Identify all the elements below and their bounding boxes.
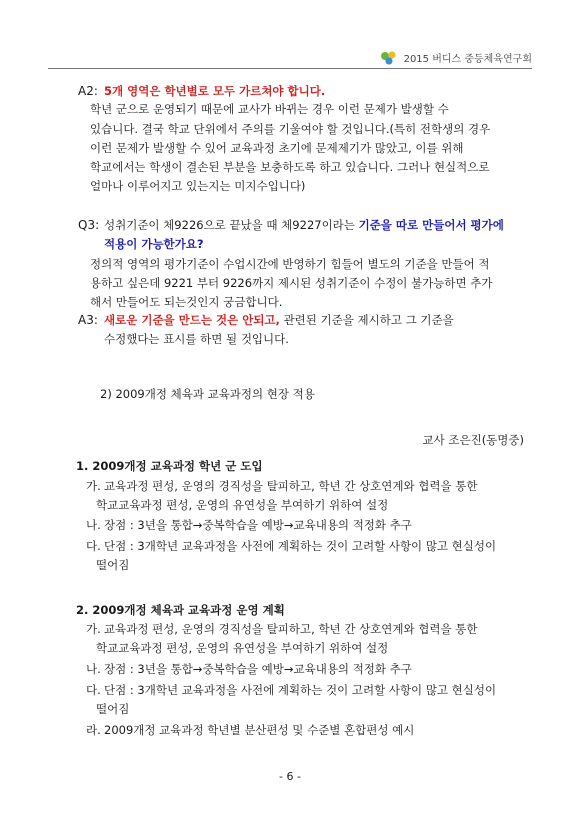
a3-line-2: 수정했다는 표시를 하면 될 것입니다. — [104, 332, 289, 346]
a2-line-4: 학교에서는 학생이 결손된 부분을 보충하도록 하고 있습니다. 그러나 현실적으로 — [90, 160, 490, 174]
q3-highlight-1: 기준을 따로 만들어서 평가에 — [358, 218, 504, 232]
part2-item-ra-line1: 2009개정 교육과정 학년별 분산편성 및 수준별 혼합편성 예시 — [104, 723, 415, 737]
club-logo-icon — [380, 51, 398, 65]
q3-line-1-text: 성취기준이 체9226으로 끝났을 때 체9227이라는 — [104, 218, 359, 232]
part2-item-da-line1: 단점 : 3개학년 교육과정을 사전에 계획하는 것이 고려할 사항이 많고 현실성이 — [104, 683, 497, 697]
part1-item-ga-line1: 교육과정 편성, 운영의 경직성을 탈피하고, 학년 간 상호연계와 협력을 통한 — [104, 479, 478, 493]
part1-item-ga-line2: 학교교육과정 편성, 운영의 유연성을 부여하기 위하여 설정 — [96, 498, 389, 512]
q3-detail-1: 정의적 영역의 평가기준이 수업시간에 반영하기 힘들어 별도의 기준을 만들어 적 — [90, 257, 490, 271]
part2-item-ga-marker: 가. — [86, 622, 101, 636]
part2-item-da-marker: 다. — [86, 683, 101, 697]
part1-item-ga-marker: 가. — [86, 479, 101, 493]
part1-item-da-marker: 다. — [86, 539, 101, 553]
part2-item-ra-marker: 라. — [86, 723, 101, 737]
a2-line-5: 얼마나 이루어지고 있는지는 미지수입니다) — [90, 179, 306, 193]
page-number: - 6 - — [279, 770, 301, 783]
a2-line-1: 학년 군으로 운영되기 때문에 교사가 바뀌는 경우 이런 문제가 발생할 수 — [90, 102, 449, 116]
part1-item-na-line1: 장점 : 3년을 통합→중복학습을 예방→교육내용의 적정화 추구 — [104, 518, 412, 532]
q3-line-1 — [104, 217, 504, 234]
part1-item-da-line1: 단점 : 3개학년 교육과정을 사전에 계획하는 것이 고려할 사항이 많고 현실성이 — [104, 539, 497, 553]
a2-label: A2: — [78, 84, 98, 98]
a3-highlight: 새로운 기준을 만드는 것은 안되고, — [104, 313, 280, 327]
page-header — [380, 50, 532, 65]
a3-line-1 — [104, 312, 454, 329]
a3-label: A3: — [78, 313, 98, 327]
part2-heading: 2. 2009개정 체육과 교육과정 운영 계획 — [76, 603, 285, 617]
q3-detail-2: 용하고 싶은데 9221 부터 9226까지 제시된 성취기준이 수정이 불가능하면 추가 — [90, 276, 493, 290]
a2-line-3: 이런 문제가 발생할 수 있어 교육과정 초기에 문제제기가 많았고, 이를 위해 — [90, 141, 464, 155]
part2-item-ga-line1: 교육과정 편성, 운영의 경직성을 탈피하고, 학년 간 상호연계와 협력을 통한 — [104, 622, 478, 636]
part2-item-da-line2: 떨어짐 — [96, 702, 130, 716]
a3-line-1-rest: 관련된 기준을 제시하고 그 기준을 — [279, 313, 454, 327]
q3-highlight-2: 적용이 가능한가요? — [104, 237, 204, 251]
part1-item-da-line2: 떨어짐 — [96, 558, 130, 572]
section-title: 2) 2009개정 체육과 교육과정의 현장 적용 — [100, 387, 315, 401]
header-title: 2015 버디스 중등체육연구회 — [403, 54, 532, 65]
q3-label: Q3: — [78, 218, 100, 232]
part1-item-na-marker: 나. — [86, 518, 101, 532]
part2-item-ga-line2: 학교교육과정 편성, 운영의 유연성을 부여하기 위하여 설정 — [96, 641, 389, 655]
q3-detail-3: 해서 만들어도 되는것인지 궁금합니다. — [90, 295, 283, 309]
a2-highlight: 5개 영역은 학년별로 모두 가르쳐야 합니다. — [104, 84, 326, 98]
part2-item-na-line1: 장점 : 3년을 통합→중복학습을 예방→교육내용의 적정화 추구 — [104, 662, 412, 676]
author: 교사 조은진(동명중) — [422, 433, 524, 447]
header-divider — [48, 68, 532, 69]
part1-heading: 1. 2009개정 교육과정 학년 군 도입 — [76, 459, 263, 473]
part2-item-na-marker: 나. — [86, 662, 101, 676]
a2-line-2: 있습니다. 결국 학교 단위에서 주의를 기울여야 할 것입니다.(특히 전학생의 경우 — [90, 122, 491, 136]
